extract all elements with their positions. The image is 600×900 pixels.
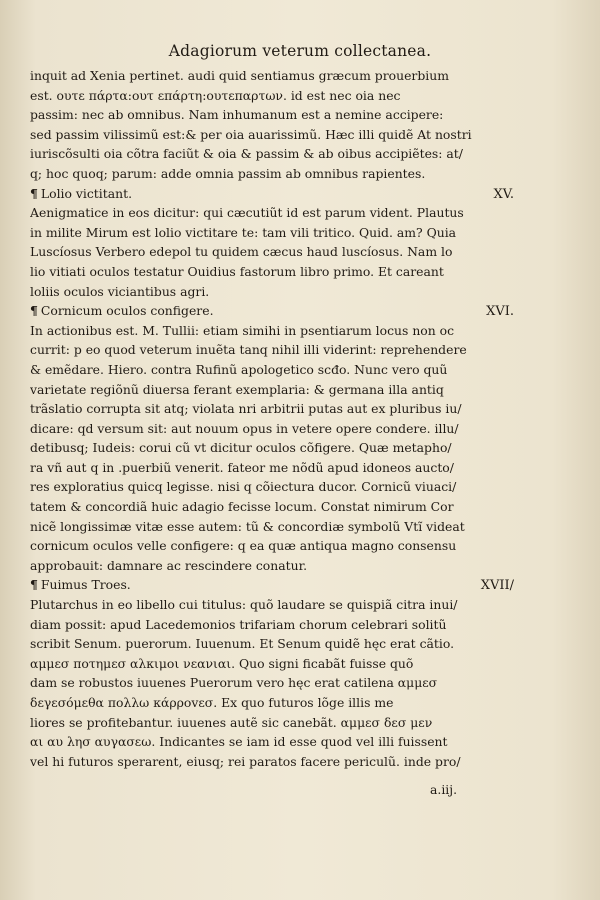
text-line: nicẽ longissimæ vitæ esse autem: tũ & concordiæ symbolũ Vtĩ videat	[30, 518, 465, 534]
text-line: q; hoc quoq; parum: adde omnia passim ab omnibus rapientes.	[30, 165, 426, 181]
adage-title	[30, 575, 131, 595]
text-line: αμμεσ ποτημεσ αλκιμοι νεανιαι. Quo signi ficabãt fuisse quõ	[30, 655, 414, 671]
text-line: In actionibus est. M. Tullii: etiam simihi in psentiarum locus non oc	[30, 322, 455, 338]
text-line: est. ουτε πάρτα:ουτ επάρτη:ουτεπαρτων. id est nec oia nec	[30, 87, 401, 103]
adage-title-text: Cornicum oculos configere.	[40, 303, 214, 319]
text-line: lio vitiati oculos testatur Ouidius fastorum libro primo. Et careant	[30, 263, 444, 279]
text-line: detibusq; Iudeis: corui cũ vt dicitur oculos cõfigere. Quæ metapho/	[30, 440, 452, 456]
adage-heading	[30, 184, 516, 204]
text-line: passim: nec ab omnibus. Nam inhumanum est a nemine accipere:	[30, 107, 444, 123]
text-line: & emẽdare. Hiero. contra Rufinũ apologetico scđo. Nunc vero quũ	[30, 361, 448, 377]
text-line: loliis oculos viciantibus agri.	[30, 283, 210, 299]
text-line: δεγεσόμεθα πολλω κάρροvεσ. Ex quo futuros lõge illis me	[30, 695, 394, 710]
text-line: cornicum oculos velle configere: q ea quæ antiqua magno consensu	[30, 538, 457, 554]
text-line: scribit Senum. puerorum. Iuuenum. Et Senum quidẽ hęc erat cãtio.	[30, 636, 455, 652]
text-line: Luscíosus Verbero edepol tu quidem cæcus haud luscíosus. Nam lo	[30, 244, 453, 260]
text-line: res exploratius quicq legisse. nisi q cõiectura ducor. Cornicũ viuaci/	[30, 479, 457, 495]
text-line: in milite Mirum est lolio victitare te: tam vili tritico. Quid. am? Quia	[30, 224, 457, 240]
adage-title-text: Fuimus Troes.	[40, 577, 131, 593]
adage-heading	[30, 301, 516, 321]
text-line: Plutarchus in eo libello cui titulus: quõ laudare se quispiã citra inui/	[30, 597, 458, 613]
adage-title-text: Lolio victitant.	[40, 185, 133, 201]
text-line: ra vñ aut q in .puerbiũ venerit. fateor me nõdũ apud idoneos aucto/	[30, 459, 454, 475]
adage-title	[30, 184, 132, 204]
pilcrow-mark: ¶	[30, 303, 38, 319]
text-line: vel hi futuros sperarent, eiusq; rei paratos facere periculũ. inde pro/	[30, 753, 461, 769]
pilcrow-mark: ¶	[30, 185, 38, 201]
text-line: liores se profitebantur. iuuenes autẽ sic canebãt. αμμεσ δεσ μεν	[30, 714, 433, 730]
text-line: approbauit: damnare ac rescindere conatur.	[30, 557, 308, 573]
adage-number: XV.	[493, 186, 514, 202]
text-block	[30, 66, 516, 771]
adage-heading	[30, 575, 516, 595]
adage-title	[30, 301, 214, 321]
text-line: Aenigmatice in eos dicitur: qui cæcutiũt id est parum vident. Plautus	[30, 205, 464, 221]
text-line: sed passim vilissimũ est:& per oia auarissimũ. Hæc illi quidẽ At nostri	[30, 126, 472, 142]
text-line: tatem & concordiã huic adagio fecisse locum. Constat nimirum Cor	[30, 499, 454, 515]
text-line: currit: p eo quod veterum inuẽta tanq nihil illi viderint: reprehendere	[30, 342, 467, 358]
running-header: Adagiorum veterum collectanea.	[168, 42, 432, 60]
signature-mark: a.iij.	[430, 782, 458, 797]
text-line: inquit ad Xenia pertinet. audi quid sentiamus græcum prouerbium	[30, 68, 449, 83]
text-line: iuriscõsulti oia cõtra faciũt & oia & passim & ab oibus accipiẽtes: at/	[30, 146, 463, 162]
adage-number: XVI.	[486, 304, 514, 320]
text-line: varietate regiõnũ diuersa ferant exemplaria: & germana illa antiq	[30, 381, 444, 397]
text-line: diam possit: apud Lacedemonios trifariam chorum celebrari solitũ	[30, 616, 447, 632]
adage-number: XVII/	[480, 578, 514, 594]
pilcrow-mark: ¶	[30, 577, 38, 593]
text-line: dicare: qd versum sit: aut nouum opus in vetere opere condere. illu/	[30, 420, 459, 436]
text-line: dam se robustos iuuenes Puerorum vero hęc erat catilena αμμεσ	[30, 675, 438, 691]
text-line: αι αυ λησ αυγασεω. Indicantes se iam id esse quod vel illi fuissent	[30, 734, 448, 750]
text-line: trãslatio corrupta sit atq; violata nri arbitrii putas aut ex pluribus iu/	[30, 401, 462, 417]
